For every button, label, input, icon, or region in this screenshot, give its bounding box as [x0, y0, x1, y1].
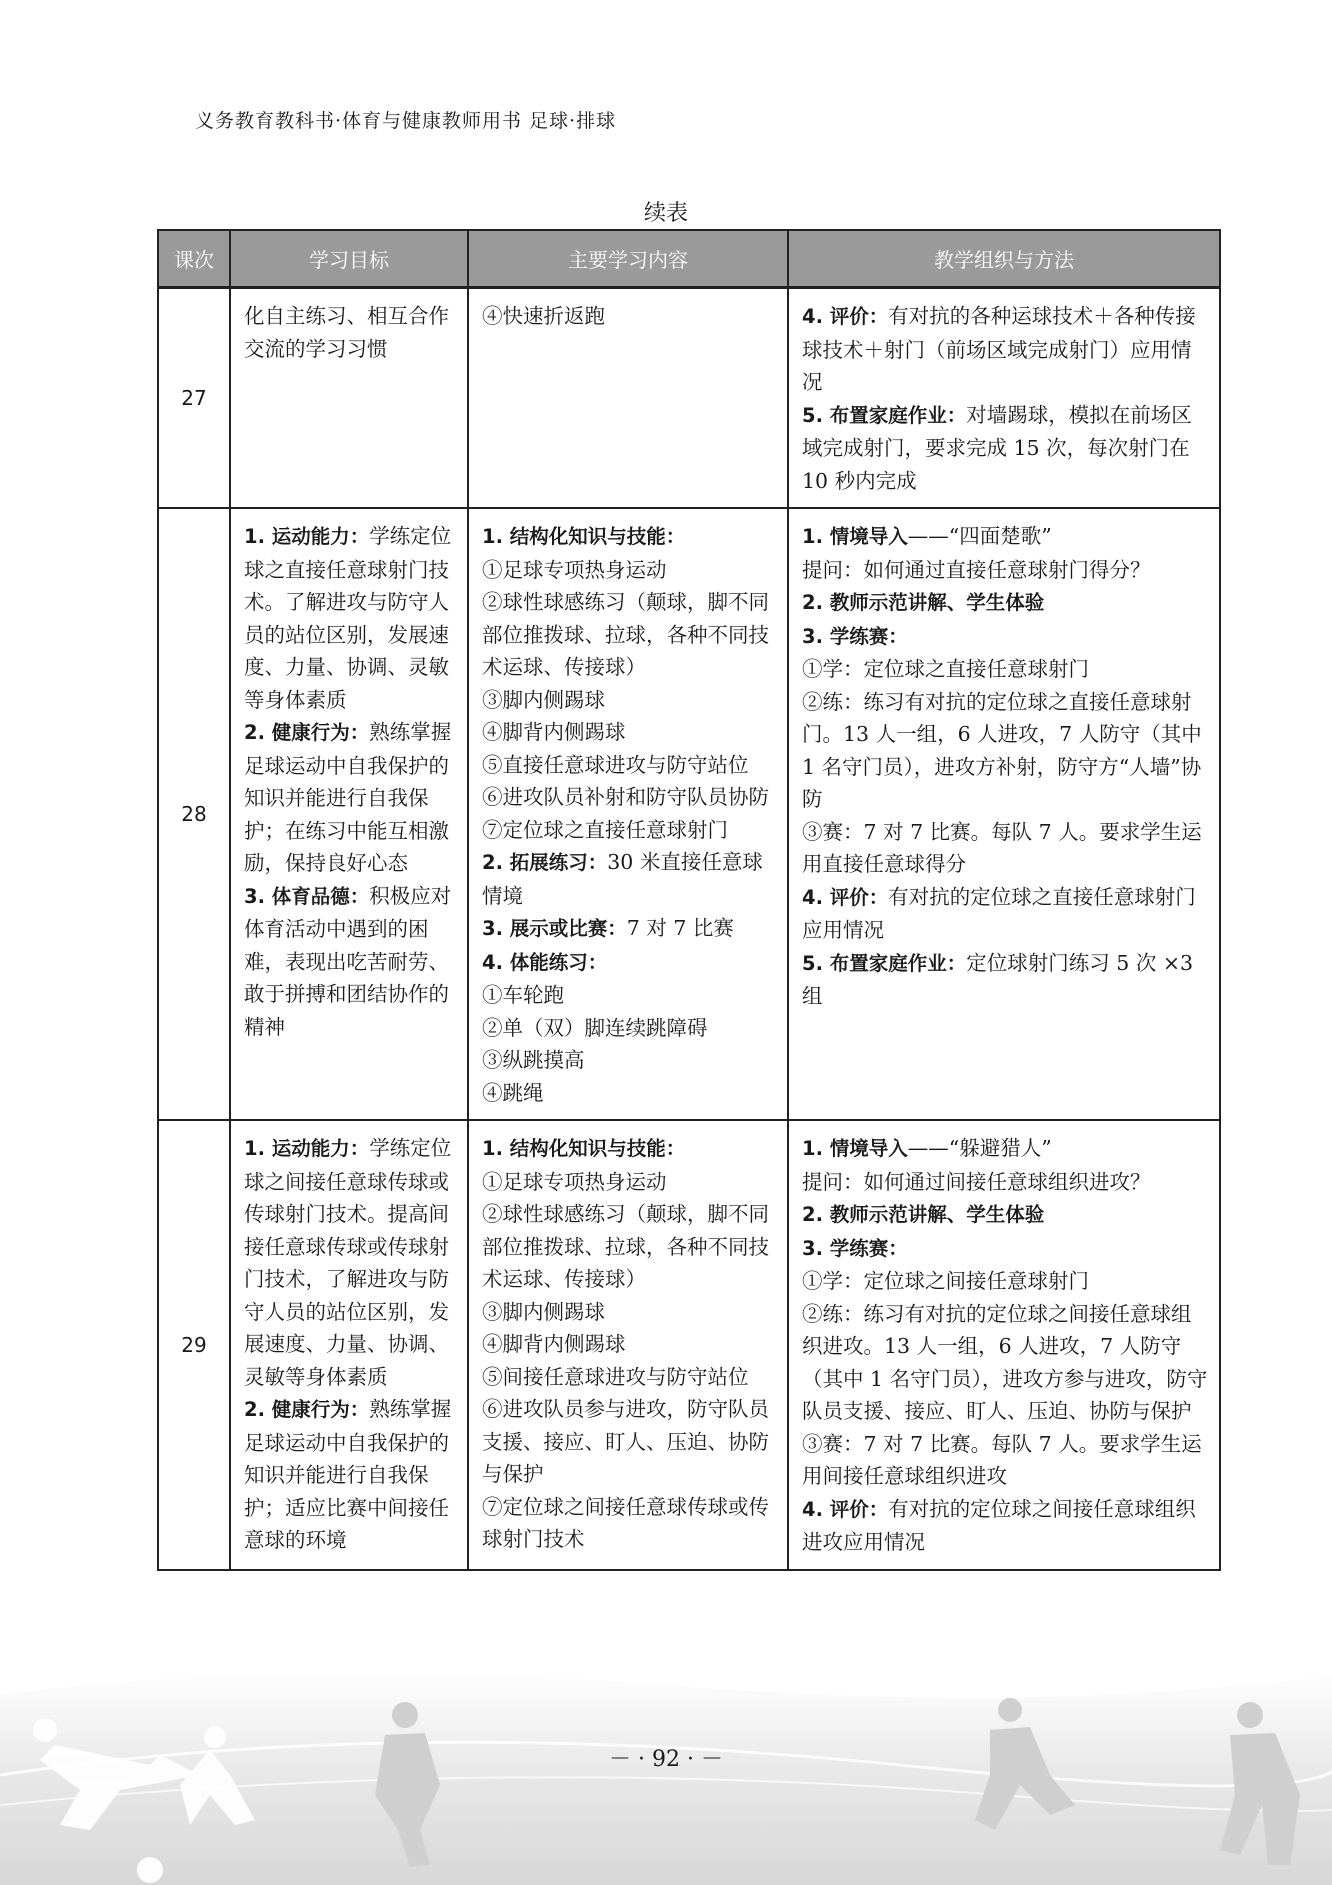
- content-line: [482, 716, 777, 749]
- item-heading: 2. 健康行为：: [244, 721, 370, 744]
- item-text: ⑥进攻队员补射和防守队员协防: [482, 785, 769, 809]
- content-line: [482, 1491, 777, 1556]
- item-text: ②球性球感练习（颠球，脚不同部位推拨球、拉球，各种不同技术运球、传接球）: [482, 590, 769, 679]
- methods-line: [802, 520, 1209, 554]
- content-line: [482, 1361, 777, 1394]
- item-text: 7 对 7 比赛: [626, 916, 734, 940]
- table-row: [158, 508, 1220, 1120]
- content-line: [482, 1132, 777, 1166]
- item-text: ⑦定位球之间接任意球传球或传球射门技术: [482, 1494, 769, 1551]
- item-text: ①学：定位球之直接任意球射门: [802, 657, 1089, 681]
- methods-line: [802, 620, 1209, 654]
- item-text: ①车轮跑: [482, 983, 564, 1007]
- content-line: [482, 300, 777, 333]
- item-heading: 5. 布置家庭作业：: [802, 951, 967, 975]
- methods-line: [802, 586, 1209, 620]
- item-text: ⑥进攻队员参与进攻，防守队员支援、接应、盯人、压迫、协防与保护: [482, 1397, 769, 1486]
- item-heading: 2. 教师示范讲解、学生体验: [802, 591, 1045, 614]
- item-text: ⑤间接任意球进攻与防守站位: [482, 1364, 749, 1389]
- methods-line: [802, 300, 1209, 399]
- item-text: ③脚内侧踢球: [482, 1299, 605, 1324]
- content-line: [482, 781, 777, 814]
- goals-line: [244, 1393, 457, 1557]
- item-text: 学练定位球之直接任意球射门技术。了解进攻与防守人员的站位区别，发展速度、力量、协调、灵敏等身体素质: [244, 524, 452, 712]
- content-line: [482, 1012, 777, 1045]
- item-text: 学练定位球之间接任意球传球或传球射门技术。提高间接任意球传球或传球射门技术，了解进攻与防守人员的站位区别，发展速度、力量、协调、灵敏等身体素质: [244, 1136, 452, 1389]
- content-line: [482, 846, 777, 912]
- methods-line: [802, 816, 1209, 881]
- item-text: 30 米直接任意球情境: [482, 850, 763, 908]
- methods-cell: [788, 288, 1220, 509]
- item-text: ②练：练习有对抗的定位球之间接任意球组织进攻。13 人一组，6 人进攻，7 人防守（其中 1 名守门员），进攻方参与进攻，防守队员支援、接应、盯人、压迫、协防与保护: [802, 1301, 1208, 1423]
- content-line: [482, 554, 777, 587]
- lesson-number: 29: [158, 1120, 230, 1570]
- item-heading: 2. 拓展练习：: [482, 851, 608, 874]
- methods-line: [802, 1493, 1209, 1559]
- item-text: 对墙踢球，模拟在前场区域完成射门，要求完成 15 次，每次射门在 10 秒内完成: [802, 402, 1192, 493]
- item-heading: 3. 体育品德：: [244, 884, 370, 908]
- content-line: [482, 979, 777, 1012]
- item-text: ④脚背内侧踢球: [482, 720, 626, 744]
- methods-line: [802, 399, 1209, 498]
- item-text: ③脚内侧踢球: [482, 687, 605, 712]
- table-row: [158, 1120, 1220, 1570]
- item-text: 有对抗的定位球之间接任意球组织进攻应用情况: [802, 1496, 1196, 1554]
- content-line: [482, 520, 777, 554]
- item-heading: 3. 学练赛：: [802, 1236, 908, 1260]
- item-heading: 2. 健康行为：: [244, 1398, 370, 1421]
- item-text: ④快速折返跑: [482, 304, 605, 328]
- item-heading: 4. 评价：: [802, 305, 889, 328]
- methods-line: [802, 686, 1209, 816]
- content-line: [482, 684, 777, 717]
- table-row: [158, 288, 1220, 509]
- item-heading: 4. 体能练习：: [482, 950, 608, 974]
- goals-line: [244, 1132, 457, 1393]
- content-cell: [468, 508, 788, 1120]
- item-text: ②单（双）脚连续跳障碍: [482, 1015, 708, 1040]
- methods-line: [802, 554, 1209, 587]
- content-line: [482, 586, 777, 684]
- methods-line: [802, 1265, 1209, 1298]
- item-text: 提问：如何通过直接任意球射门得分？: [802, 557, 1151, 582]
- table-caption: 续表: [643, 201, 688, 226]
- table-header-row: [158, 230, 1220, 288]
- goals-line: [244, 716, 457, 880]
- table-body: [158, 288, 1220, 1570]
- item-text: ④脚背内侧踢球: [482, 1332, 626, 1356]
- item-heading: 4. 评价：: [802, 1497, 889, 1521]
- item-text: 化自主练习、相互合作交流的学习习惯: [244, 304, 449, 361]
- methods-line: [802, 1232, 1209, 1266]
- goals-line: [244, 880, 457, 1044]
- content-line: [482, 946, 777, 980]
- item-text: 有对抗的各种运球技术＋各种传接球技术＋射门（前场区域完成射门）应用情况: [802, 304, 1196, 394]
- lesson-number: 27: [158, 288, 230, 509]
- content-line: [482, 1328, 777, 1361]
- content-line: [482, 1077, 777, 1110]
- methods-line: [802, 1166, 1209, 1199]
- item-text: ⑤直接任意球进攻与防守站位: [482, 752, 749, 777]
- content-line: [482, 1198, 777, 1296]
- goals-cell: [230, 1120, 468, 1570]
- methods-cell: [788, 508, 1220, 1120]
- methods-line: [802, 653, 1209, 686]
- item-text: ①足球专项热身运动: [482, 557, 667, 582]
- goals-line: [244, 300, 457, 365]
- item-heading: 1. 情境导入: [802, 525, 908, 548]
- content-cell: [468, 1120, 788, 1570]
- goals-line: [244, 520, 457, 716]
- item-text: ①学：定位球之间接任意球射门: [802, 1269, 1089, 1293]
- column-header-content: 主要学习内容: [468, 230, 788, 288]
- methods-line: [802, 947, 1209, 1013]
- item-heading: 1. 结构化知识与技能：: [482, 1137, 686, 1160]
- item-text: ②练：练习有对抗的定位球之直接任意球射门。13 人一组，6 人进攻，7 人防守（其中 1 名守门员），进攻方补射，防守方“人墙”协防: [802, 689, 1202, 811]
- column-header-methods: 教学组织与方法: [788, 230, 1220, 288]
- item-heading: 1. 运动能力：: [244, 1137, 370, 1160]
- item-text: ⑦定位球之直接任意球射门: [482, 817, 728, 842]
- content-line: [482, 1296, 777, 1329]
- column-header-lesson: 课次: [158, 230, 230, 288]
- item-text: 定位球射门练习 5 次 ×3 组: [802, 950, 1194, 1008]
- lesson-number: 28: [158, 508, 230, 1120]
- item-text: ③赛：7 对 7 比赛。每队 7 人。要求学生运用直接任意球得分: [802, 819, 1202, 876]
- methods-line: [802, 881, 1209, 947]
- methods-line: [802, 1428, 1209, 1493]
- lesson-table: [157, 229, 1221, 1571]
- item-heading: 2. 教师示范讲解、学生体验: [802, 1203, 1045, 1226]
- running-header: 义务教育教科书·体育与健康教师用书 足球·排球: [195, 110, 617, 132]
- item-text: 熟练掌握足球运动中自我保护的知识并能进行自我保护；适应比赛中间接任意球的环境: [244, 1397, 452, 1552]
- goals-cell: [230, 508, 468, 1120]
- content-line: [482, 912, 777, 946]
- item-text: ④跳绳: [482, 1080, 544, 1105]
- content-cell: [468, 288, 788, 509]
- methods-line: [802, 1298, 1209, 1428]
- item-text: 提问：如何通过间接任意球组织进攻？: [802, 1169, 1151, 1194]
- methods-line: [802, 1198, 1209, 1232]
- item-text: ①足球专项热身运动: [482, 1169, 667, 1194]
- item-text: 熟练掌握足球运动中自我保护的知识并能进行自我保护；在练习中能互相激励，保持良好心态: [244, 720, 452, 875]
- content-line: [482, 1393, 777, 1491]
- item-heading: 1. 情境导入: [802, 1137, 908, 1160]
- item-text: ——“躲避猎人”: [907, 1136, 1052, 1160]
- item-heading: 3. 展示或比赛：: [482, 917, 627, 940]
- item-text: 积极应对体育活动中遇到的困难，表现出吃苦耐劳、敢于拼搏和团结协作的精神: [244, 883, 452, 1039]
- item-text: 有对抗的定位球之直接任意球射门应用情况: [802, 884, 1196, 942]
- goals-cell: [230, 288, 468, 509]
- content-line: [482, 1166, 777, 1199]
- item-text: ③赛：7 对 7 比赛。每队 7 人。要求学生运用间接任意球组织进攻: [802, 1431, 1202, 1488]
- item-text: ——“四面楚歌”: [907, 524, 1052, 548]
- item-heading: 1. 运动能力：: [244, 525, 370, 548]
- methods-cell: [788, 1120, 1220, 1570]
- content-line: [482, 1044, 777, 1077]
- content-line: [482, 749, 777, 782]
- item-heading: 3. 学练赛：: [802, 624, 908, 648]
- content-line: [482, 814, 777, 847]
- item-text: ③纵跳摸高: [482, 1048, 585, 1072]
- page-number: － · 92 · －: [609, 1747, 723, 1772]
- column-header-goals: 学习目标: [230, 230, 468, 288]
- item-heading: 1. 结构化知识与技能：: [482, 525, 686, 548]
- methods-line: [802, 1132, 1209, 1166]
- item-heading: 4. 评价：: [802, 885, 889, 909]
- item-text: ②球性球感练习（颠球，脚不同部位推拨球、拉球，各种不同技术运球、传接球）: [482, 1202, 769, 1291]
- item-heading: 5. 布置家庭作业：: [802, 403, 967, 427]
